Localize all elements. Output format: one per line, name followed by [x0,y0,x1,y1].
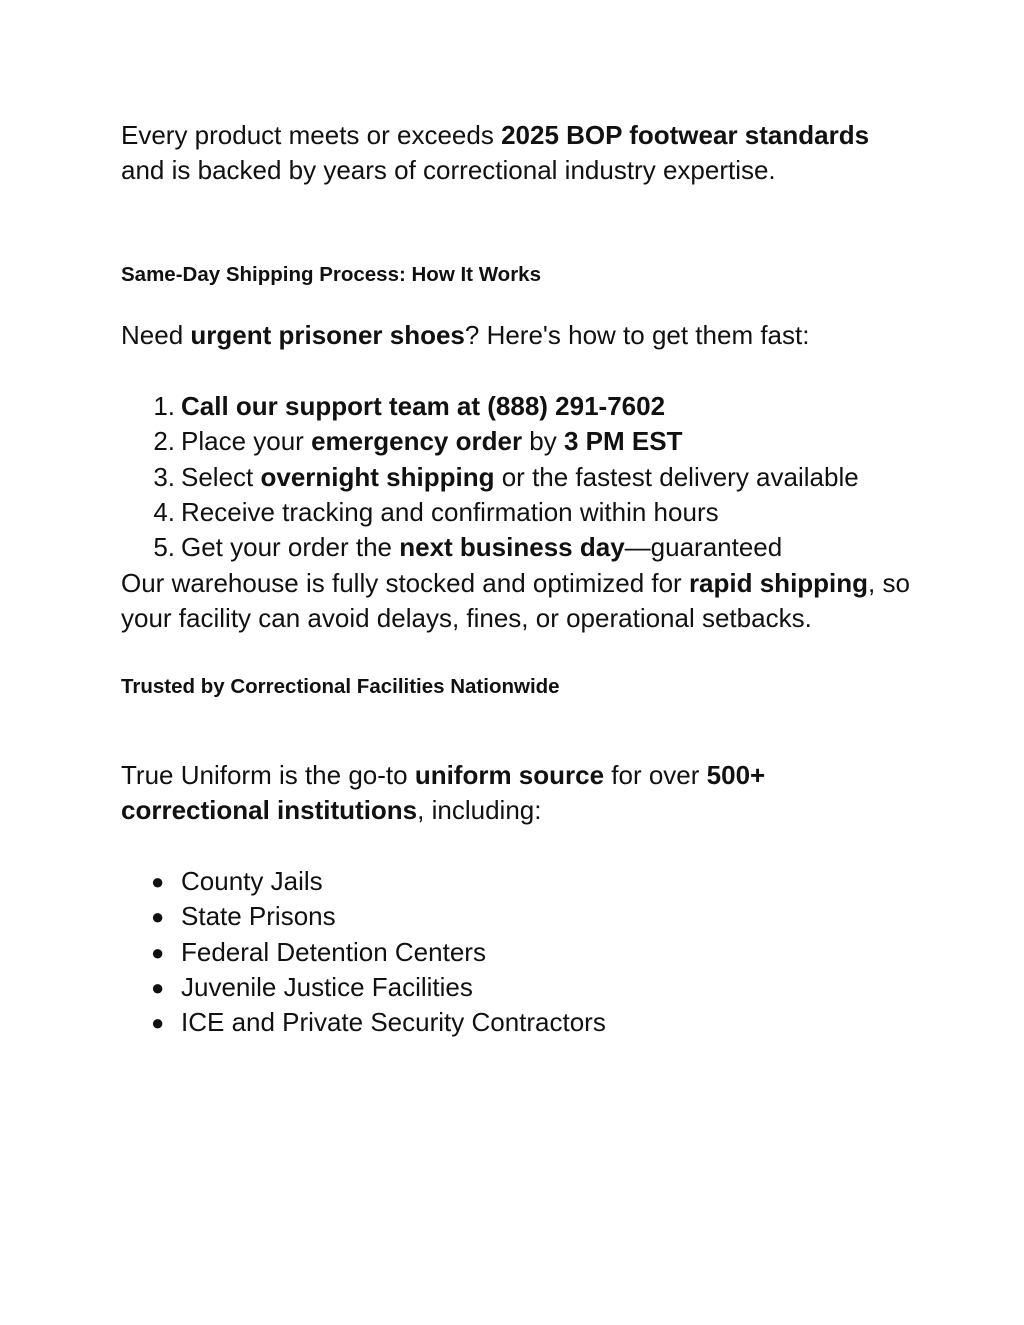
step-item [121,495,859,530]
step-number: 3. [153,461,175,492]
trusted-bold-institutions: 500+ correctional institutions [121,760,766,826]
shipping-lead-paragraph [121,318,911,353]
intro-paragraph [121,118,911,189]
step-item [121,424,859,459]
list-item [121,899,606,934]
step-5-text-2: —guaranteed [624,532,783,563]
facility-label: ICE and Private Security Contractors [181,1007,606,1038]
trusted-paragraph [121,758,821,829]
bullet-icon: ● [151,974,165,1000]
step-1-bold: Call our support team at (888) 291-7602 [181,391,666,421]
step-5-bold: next business day [399,532,625,563]
step-item [121,530,859,565]
shipping-heading: Same-Day Shipping Process: How It Works [121,263,541,286]
facility-label: Juvenile Justice Facilities [181,971,473,1002]
intro-text: Every product meets or exceeds [121,120,502,150]
outro-text-2: , so your facility can avoid delays, fines, or operational setbacks. [121,568,910,634]
lead-text: Need [121,320,191,350]
list-item [121,864,606,899]
lead-bold: urgent prisoner shoes [190,320,465,350]
step-3-text-2: or the fastest delivery available [494,461,859,492]
outro-bold: rapid shipping [688,568,869,598]
intro-text-2: and is backed by years of correctional industry expertise. [121,155,776,186]
step-item [121,389,859,424]
trusted-text-2: for over [604,760,707,790]
trusted-text: True Uniform is the go-to [121,760,415,790]
step-number: 5. [153,532,175,563]
facility-label: County Jails [181,866,323,896]
bullet-icon: ● [151,1010,165,1036]
facility-label: State Prisons [181,901,336,932]
trusted-heading: Trusted by Correctional Facilities Nationwide [121,675,560,698]
bullet-icon: ● [151,904,165,930]
step-2-text: Place your [181,426,312,457]
step-number: 1. [153,391,175,421]
list-item [121,935,606,970]
shipping-steps-list [121,389,859,565]
facility-label: Federal Detention Centers [181,936,486,967]
outro-text: Our warehouse is fully stocked and optimized for [121,568,689,598]
bullet-icon: ● [151,869,165,894]
bullet-icon: ● [151,939,165,965]
step-2-bold: emergency order [311,426,523,457]
step-3-bold: overnight shipping [260,461,495,492]
step-5-text: Get your order the [181,532,400,563]
list-item [121,1005,606,1040]
step-2-text-2: by [522,426,564,457]
trusted-bold-source: uniform source [414,760,605,790]
facilities-list [121,864,606,1040]
step-2-bold-2: 3 PM EST [563,426,683,457]
shipping-outro-paragraph [121,566,911,637]
lead-text-2: ? Here's how to get them fast: [464,320,810,350]
list-item [121,970,606,1005]
step-number: 4. [153,496,175,527]
intro-bold-standards: 2025 BOP footwear standards [501,120,870,150]
step-3-text: Select [181,461,261,492]
step-4-text: Receive tracking and confirmation within hours [181,496,719,527]
step-number: 2. [153,426,175,457]
step-item [121,460,859,495]
trusted-text-3: , including: [417,795,542,826]
